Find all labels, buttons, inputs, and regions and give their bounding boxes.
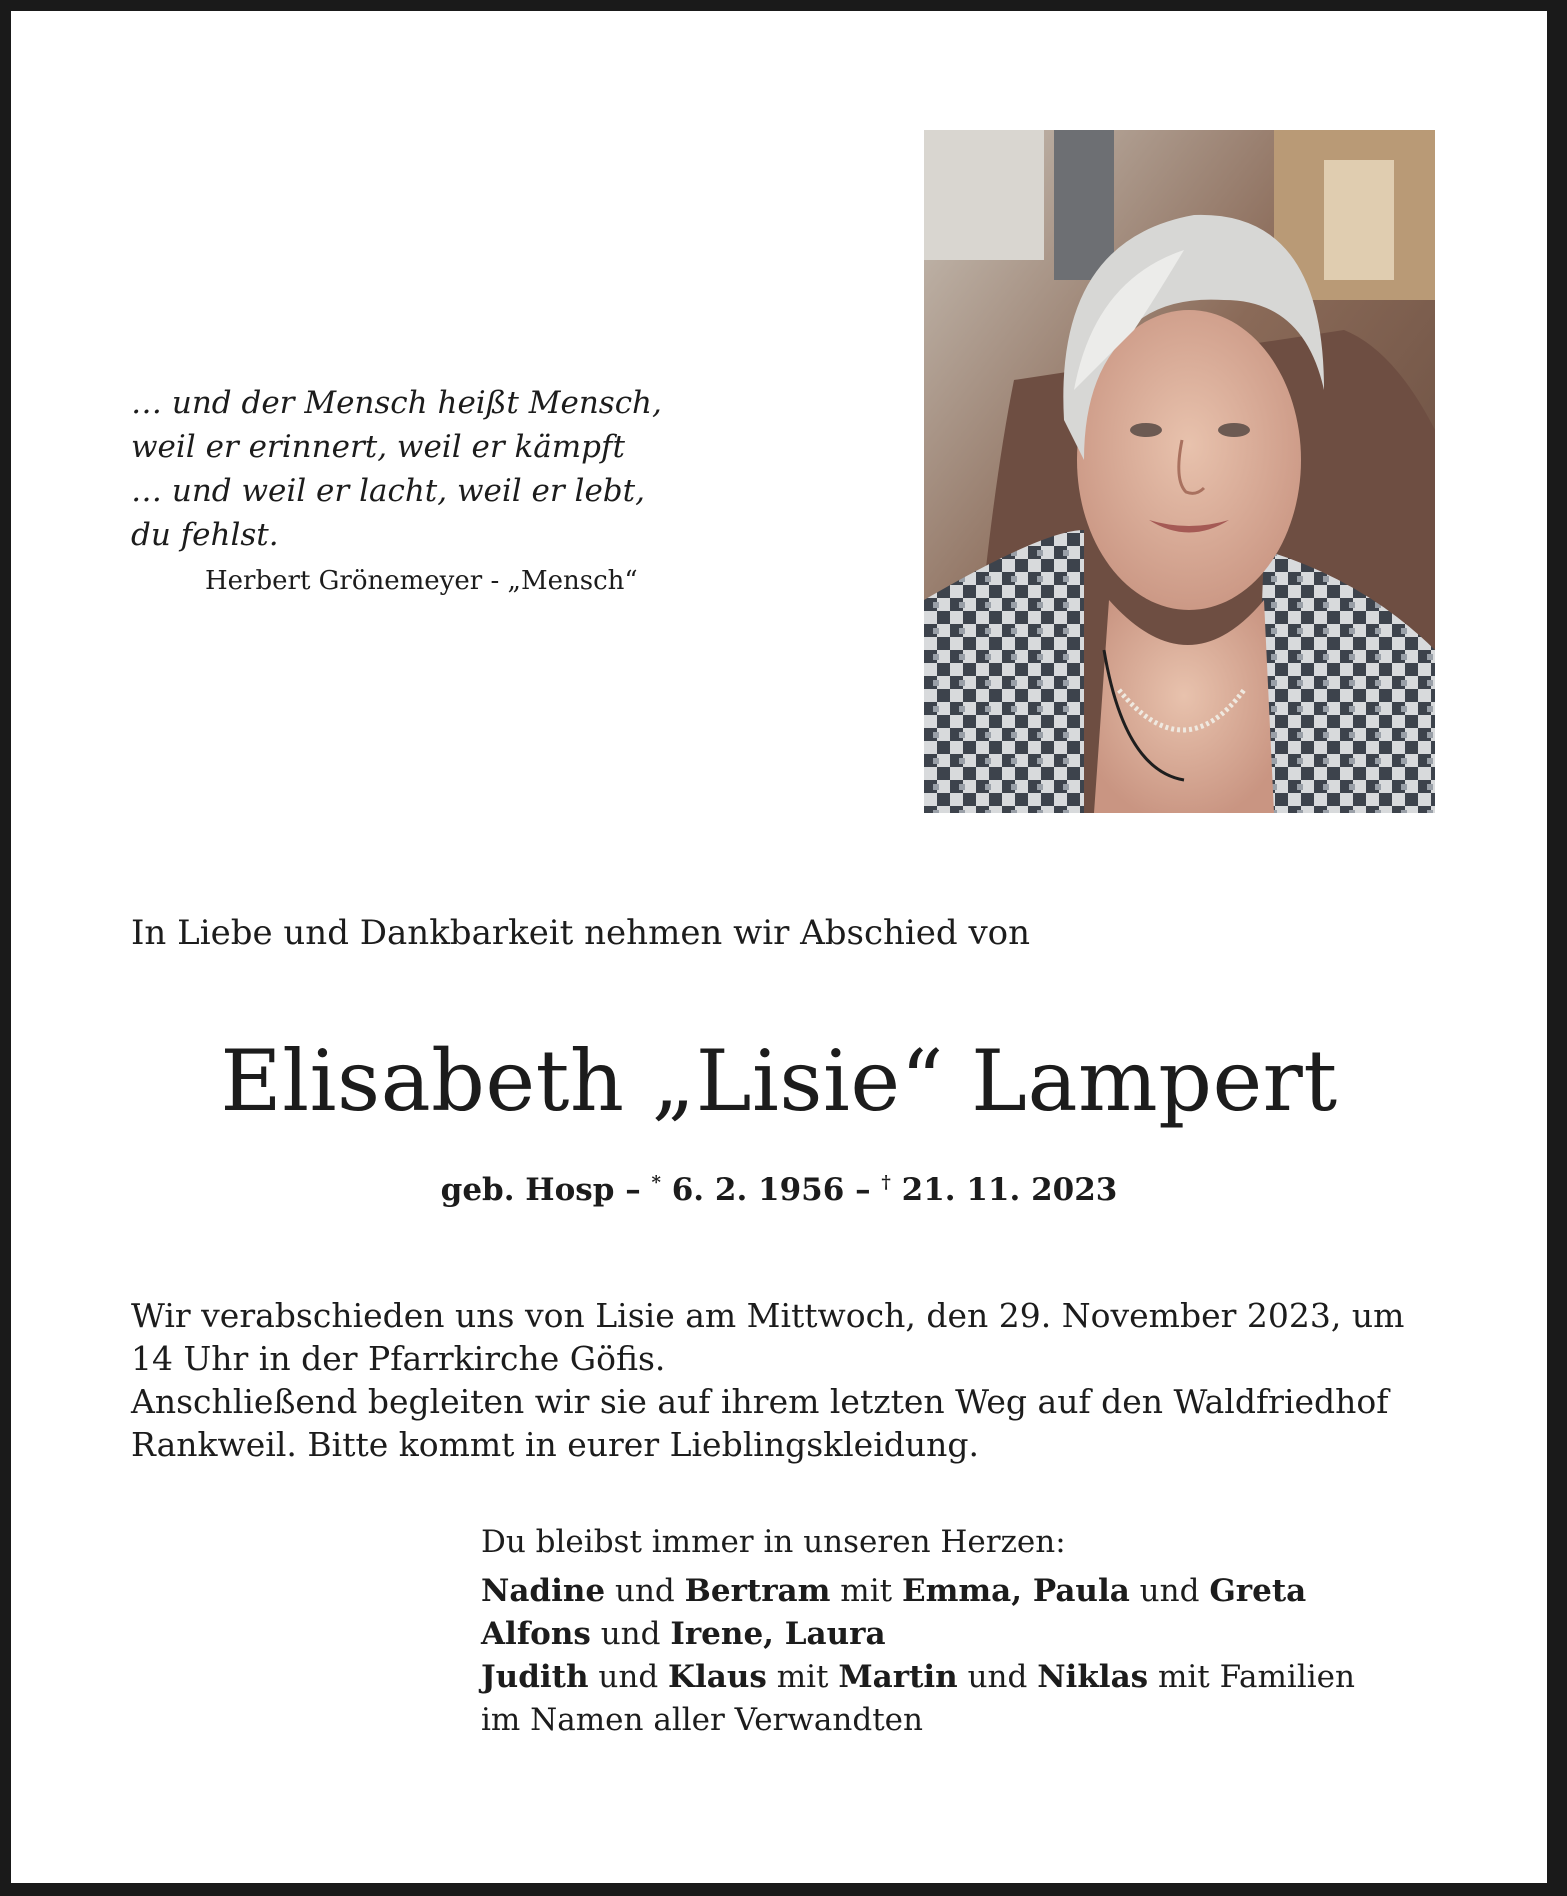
connector: und — [598, 1659, 659, 1695]
quote-line: du fehlst. — [131, 517, 279, 553]
farewell-intro: In Liebe und Dankbarkeit nehmen wir Abschied von — [131, 913, 1031, 953]
mourner-name: Niklas — [1037, 1659, 1149, 1695]
date-separator: – — [855, 1172, 871, 1208]
service-line: 14 Uhr in der Pfarrkirche Göfis. — [131, 1339, 666, 1378]
quote-line: … und weil er lacht, weil er lebt, — [131, 473, 645, 509]
obituary-page — [11, 11, 1547, 1883]
mourner-name: Bertram — [684, 1573, 831, 1609]
mourners-list — [481, 1521, 1481, 1742]
mourner-name: Alfons — [481, 1616, 591, 1652]
mourners-heading: Du bleibst immer in unseren Herzen: — [481, 1524, 1066, 1560]
memorial-quote — [131, 381, 691, 599]
mourner-name: Judith — [481, 1659, 589, 1695]
mourner-name: Martin — [838, 1659, 958, 1695]
mourners-line — [481, 1570, 1481, 1613]
death-date: 21. 11. 2023 — [901, 1172, 1118, 1208]
quote-line: weil er erinnert, weil er kämpft — [131, 429, 625, 465]
mourner-name: Klaus — [668, 1659, 767, 1695]
service-line: Rankweil. Bitte kommt in eurer Lieblingskleidung. — [131, 1425, 980, 1464]
portrait-photo — [924, 130, 1435, 813]
connector: und — [1139, 1573, 1200, 1609]
mourners-line — [481, 1656, 1481, 1699]
mourner-name: Irene, Laura — [670, 1616, 886, 1652]
connector: und — [967, 1659, 1028, 1695]
connector: und — [600, 1616, 661, 1652]
mourner-name: Emma, Paula — [901, 1573, 1130, 1609]
service-line: Anschließend begleiten wir sie auf ihrem letzten Weg auf den Waldfriedhof — [131, 1382, 1389, 1421]
date-separator: – — [625, 1172, 641, 1208]
mourner-name: Nadine — [481, 1573, 606, 1609]
connector: mit — [840, 1573, 893, 1609]
connector: mit Familien — [1158, 1659, 1355, 1695]
mourners-closing: im Namen aller Verwandten — [481, 1702, 923, 1738]
service-line: Wir verabschieden uns von Lisie am Mittwoch, den 29. November 2023, um — [131, 1296, 1405, 1335]
quote-line: … und der Mensch heißt Mensch, — [131, 385, 662, 421]
mourners-line — [481, 1613, 1481, 1656]
birth-date: 6. 2. 1956 — [671, 1172, 845, 1208]
connector: und — [615, 1573, 675, 1609]
funeral-service-info — [131, 1294, 1461, 1466]
born-symbol: * — [651, 1172, 661, 1193]
life-dates — [11, 1163, 1547, 1210]
connector: mit — [776, 1659, 829, 1695]
mourner-name: Greta — [1209, 1573, 1307, 1609]
birth-name: geb. Hosp — [440, 1172, 615, 1208]
deceased-name: Elisabeth „Lisie“ Lampert — [220, 1032, 1338, 1130]
quote-author: Herbert Grönemeyer - „Mensch“ — [205, 566, 638, 596]
portrait-illustration — [924, 130, 1435, 813]
died-symbol: † — [881, 1172, 891, 1193]
